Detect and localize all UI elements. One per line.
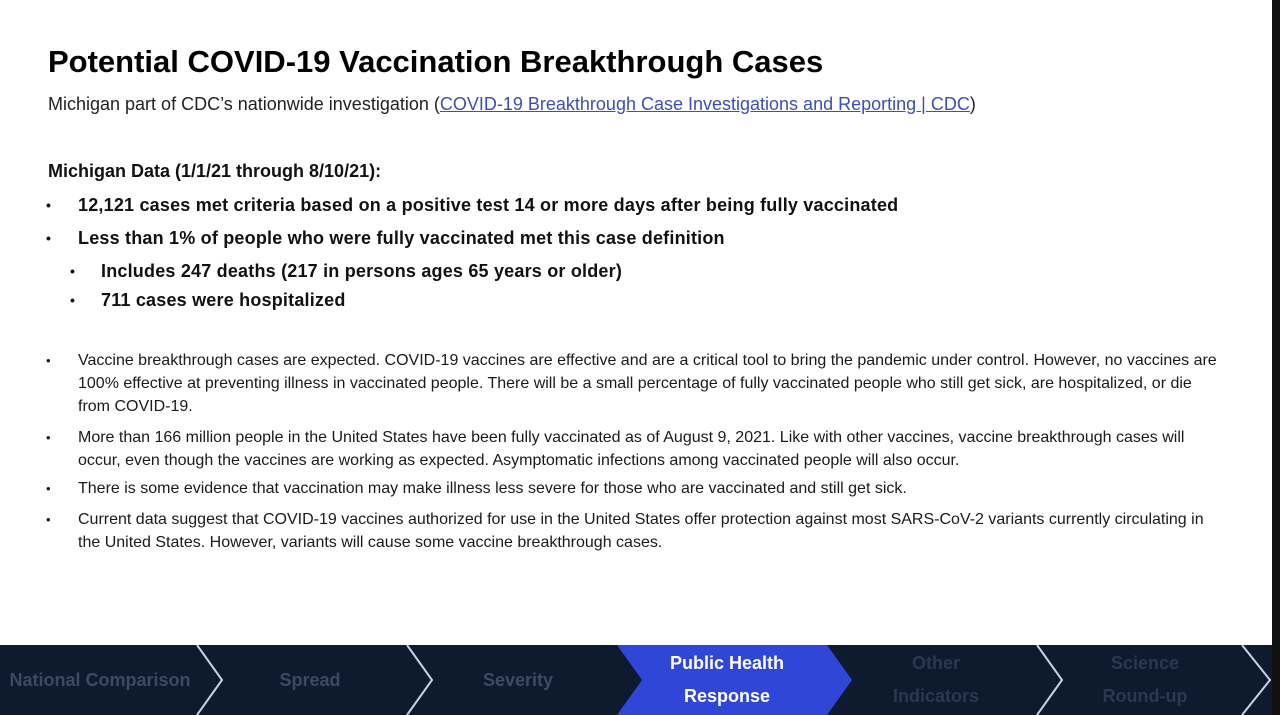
bullet-icon: •: [46, 197, 52, 213]
key-point-text: 12,121 cases met criteria based on a positive test 14 or more days after being fully vaccinated: [78, 195, 899, 215]
subtitle-text: Michigan part of CDC’s nationwide investigation (: [48, 94, 440, 114]
bullet-icon: •: [46, 481, 51, 496]
nav-tab-public-health-response[interactable]: [627, 645, 827, 715]
detail-text: Current data suggest that COVID-19 vaccines authorized for use in the United States offer protection against most SARS-CoV-2 variants currently circulating in the United States. However, variants will cause some vaccine breakthrough cases.: [78, 511, 1204, 551]
list-item: [48, 289, 1198, 311]
list-item: [48, 194, 1198, 216]
key-point-text: 711 cases were hospitalized: [101, 290, 346, 310]
bullet-icon: •: [46, 230, 52, 246]
key-point-text: Includes 247 deaths (217 in persons ages 65 years or older): [101, 261, 623, 281]
nav-tab-label-line2: Response: [683, 686, 771, 706]
bullet-icon: •: [46, 512, 51, 527]
slide-title: Potential COVID-19 Vaccination Breakthrough Cases: [48, 44, 824, 79]
nav-tab-label: Other: [911, 653, 960, 673]
nav-tab-label: Spread: [279, 669, 341, 690]
detail-text: More than 166 million people in the United States have been fully vaccinated as of August 9, 2021. Like with other vaccines, vaccine breakthrough cases will occur, even though the vaccines are working as expected. Asymptomatic infections among vaccinated people will also occur.: [78, 429, 1185, 469]
detail-text: Vaccine breakthrough cases are expected. COVID-19 vaccines are effective and are a critical tool to bring the pandemic under control. However, no vaccines are 100% effective at preventing illness in vaccinated people. There will be a small percentage of fully vaccinated people who still get sick, are hospitalized, or die from COVID-19.: [78, 352, 1217, 415]
nav-tab-label-line2: Indicators: [892, 686, 980, 706]
nav-tab-label: Public Health: [669, 653, 785, 673]
list-item: [48, 477, 1218, 500]
key-point-text: Less than 1% of people who were fully vaccinated met this case definition: [78, 228, 725, 248]
bullet-icon: •: [70, 292, 76, 308]
subtitle-suffix: ): [969, 94, 976, 114]
list-item: [48, 426, 1218, 472]
nav-tab-label: Science: [1110, 653, 1180, 673]
cdc-link[interactable]: COVID-19 Breakthrough Case Investigations and Reporting | CDC: [439, 94, 970, 114]
nav-tab-label-line2: Round-up: [1102, 686, 1188, 706]
nav-tab-spread[interactable]: [210, 645, 410, 715]
bullet-icon: •: [46, 430, 51, 445]
bullet-icon: •: [46, 353, 51, 368]
nav-tab-label: Severity: [482, 669, 554, 690]
list-item: [48, 260, 1198, 282]
detail-text: There is some evidence that vaccination may make illness less severe for those who are vaccinated and still get sick.: [78, 480, 907, 497]
key-points-list: [48, 194, 1198, 318]
window-edge: [1272, 0, 1280, 715]
bullet-icon: •: [70, 263, 76, 279]
details-list: [48, 349, 1218, 554]
nav-tab-national-comparison[interactable]: [0, 645, 200, 715]
nav-tab-severity[interactable]: [418, 645, 618, 715]
list-item: [48, 508, 1218, 554]
nav-tab-label: National Comparison: [9, 669, 191, 690]
list-item: [48, 349, 1218, 418]
nav-tab-other-indicators[interactable]: [836, 645, 1036, 715]
nav-tab-science-round-up[interactable]: [1045, 645, 1245, 715]
slide-subtitle: [48, 94, 976, 115]
list-item: [48, 227, 1198, 249]
section-heading: Michigan Data (1/1/21 through 8/10/21):: [48, 161, 382, 181]
